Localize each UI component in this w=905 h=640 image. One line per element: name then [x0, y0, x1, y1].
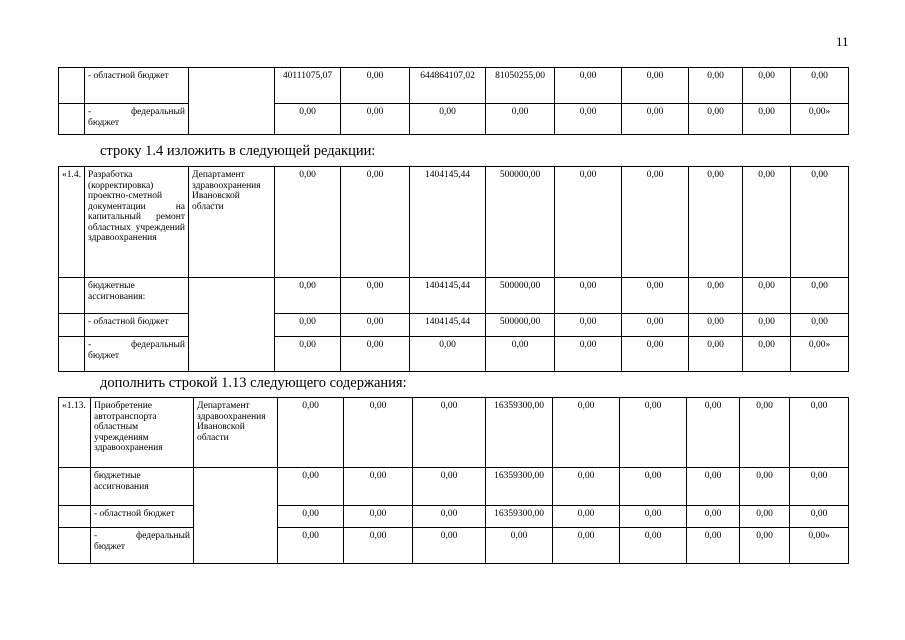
row-name-cell: - областной бюджет: [85, 68, 189, 104]
value-cell: 0,00: [278, 506, 344, 528]
value-cell: 0,00: [278, 398, 344, 468]
row-number-cell: [59, 314, 85, 337]
value-cell: 0,00: [410, 104, 486, 135]
section-heading: строку 1.4 изложить в следующей редакции:: [100, 143, 376, 159]
value-cell: 0,00: [341, 104, 410, 135]
row-number-cell: «1.13.: [59, 398, 91, 468]
department-cell: Департамент здравоохранения Ивановской области: [189, 167, 275, 278]
value-cell: 0,00: [620, 528, 687, 564]
row-number-cell: [59, 506, 91, 528]
value-cell: 0,00: [278, 528, 344, 564]
value-cell: 0,00: [687, 506, 740, 528]
value-cell: 0,00: [743, 278, 791, 314]
value-cell: 0,00: [555, 68, 622, 104]
value-cell: 0,00: [743, 68, 791, 104]
table-row: [59, 337, 849, 372]
value-cell: 0,00: [555, 167, 622, 278]
federal-text: федеральный: [131, 107, 185, 117]
value-cell: 0,00: [740, 468, 790, 506]
value-cell: 0,00: [687, 528, 740, 564]
value-cell: 0,00: [555, 337, 622, 372]
page-number: 11: [836, 34, 849, 49]
row-name-cell: - областной бюджет: [91, 506, 194, 528]
value-cell: 0,00»: [791, 104, 849, 135]
value-cell: 0,00: [740, 506, 790, 528]
dash-text: -: [88, 340, 92, 350]
value-cell: 0,00: [622, 104, 689, 135]
value-cell: 0,00: [743, 104, 791, 135]
table-row: [59, 528, 849, 564]
value-cell: 0,00: [553, 398, 620, 468]
value-cell: 0,00: [743, 337, 791, 372]
value-cell: 0,00: [341, 167, 410, 278]
value-cell: 0,00: [341, 314, 410, 337]
value-cell: 16359300,00: [486, 506, 553, 528]
value-cell: 0,00: [344, 468, 413, 506]
table-row: [59, 167, 849, 278]
dash-text: -: [88, 107, 92, 117]
value-cell: 16359300,00: [486, 468, 553, 506]
value-cell: 0,00: [341, 68, 410, 104]
table-row: [59, 468, 849, 506]
value-cell: 0,00: [791, 167, 849, 278]
row-number-cell: [59, 278, 85, 314]
value-cell: 1404145,44: [410, 278, 486, 314]
federal-text: федеральный: [136, 531, 190, 541]
value-cell: 0,00: [689, 167, 743, 278]
value-cell: 0,00: [275, 104, 341, 135]
value-cell: 0,00: [689, 68, 743, 104]
value-cell: 0,00: [622, 278, 689, 314]
value-cell: 0,00: [689, 104, 743, 135]
value-cell: 0,00: [275, 167, 341, 278]
value-cell: 0,00: [622, 314, 689, 337]
value-cell: 0,00: [278, 468, 344, 506]
value-cell: 0,00: [689, 314, 743, 337]
row-number-cell: [59, 68, 85, 104]
value-cell: 0,00: [790, 468, 849, 506]
value-cell: 0,00: [275, 337, 341, 372]
value-cell: 0,00: [486, 104, 555, 135]
value-cell: 0,00: [555, 314, 622, 337]
value-cell: 0,00: [555, 104, 622, 135]
value-cell: 0,00»: [790, 528, 849, 564]
section-heading: дополнить строкой 1.13 следующего содержания:: [100, 375, 407, 391]
table-row: [59, 278, 849, 314]
value-cell: 644864107,02: [410, 68, 486, 104]
dash-text: -: [94, 531, 98, 541]
value-cell: 0,00: [344, 506, 413, 528]
table-row: [59, 104, 849, 135]
department-cell: [189, 278, 275, 372]
value-cell: 0,00: [553, 468, 620, 506]
value-cell: 0,00: [622, 68, 689, 104]
table-row: [59, 68, 849, 104]
row-name-cell: [91, 528, 194, 564]
row-name-cell: Разработка (корректировка) проектно-сметной документации на капитальный ремонт областных учреждений здравоохранения: [85, 167, 189, 278]
row-name-cell: Приобретение автотранспорта областным учреждениям здравоохранения: [91, 398, 194, 468]
table-row: [59, 314, 849, 337]
value-cell: 0,00: [740, 528, 790, 564]
budget-table-row-1-4: [58, 166, 849, 372]
value-cell: 0,00: [743, 167, 791, 278]
department-cell: Департамент здравоохранения Ивановской области: [194, 398, 278, 468]
value-cell: 0,00: [341, 278, 410, 314]
value-cell: 0,00: [410, 337, 486, 372]
value-cell: 0,00: [689, 278, 743, 314]
row-name-cell: бюджетные ассигнования:: [85, 278, 189, 314]
row-name-cell: бюджетные ассигнования: [91, 468, 194, 506]
department-cell: [194, 468, 278, 564]
value-cell: 0,00: [740, 398, 790, 468]
value-cell: 0,00: [344, 528, 413, 564]
value-cell: 0,00: [486, 337, 555, 372]
value-cell: 0,00»: [791, 337, 849, 372]
value-cell: 0,00: [743, 314, 791, 337]
value-cell: 500000,00: [486, 278, 555, 314]
value-cell: 0,00: [687, 468, 740, 506]
budget-table-continuation: [58, 67, 849, 135]
row-name-cell: - областной бюджет: [85, 314, 189, 337]
row-number-cell: [59, 468, 91, 506]
row-number-cell: «1.4.: [59, 167, 85, 278]
value-cell: 500000,00: [486, 314, 555, 337]
value-cell: 0,00: [486, 528, 553, 564]
value-cell: 0,00: [275, 314, 341, 337]
budget-text: бюджет: [88, 350, 120, 361]
budget-text: бюджет: [88, 117, 120, 128]
value-cell: 0,00: [790, 506, 849, 528]
budget-table-row-1-13: [58, 397, 849, 564]
value-cell: 0,00: [622, 167, 689, 278]
value-cell: 0,00: [413, 506, 486, 528]
value-cell: 0,00: [791, 278, 849, 314]
row-number-cell: [59, 528, 91, 564]
value-cell: 0,00: [413, 528, 486, 564]
value-cell: 40111075,07: [275, 68, 341, 104]
value-cell: 0,00: [790, 398, 849, 468]
department-cell: [189, 68, 275, 135]
value-cell: 0,00: [687, 398, 740, 468]
value-cell: 0,00: [555, 278, 622, 314]
value-cell: 0,00: [341, 337, 410, 372]
federal-text: федеральный: [131, 340, 185, 350]
value-cell: 0,00: [275, 278, 341, 314]
value-cell: 0,00: [413, 398, 486, 468]
value-cell: 81050255,00: [486, 68, 555, 104]
value-cell: 0,00: [620, 398, 687, 468]
value-cell: 0,00: [622, 337, 689, 372]
table-row: [59, 506, 849, 528]
value-cell: 0,00: [413, 468, 486, 506]
value-cell: 0,00: [791, 314, 849, 337]
value-cell: 1404145,44: [410, 167, 486, 278]
value-cell: 500000,00: [486, 167, 555, 278]
row-name-cell: [85, 104, 189, 135]
row-name-cell: [85, 337, 189, 372]
value-cell: 0,00: [791, 68, 849, 104]
value-cell: 0,00: [553, 506, 620, 528]
value-cell: 0,00: [620, 468, 687, 506]
value-cell: 1404145,44: [410, 314, 486, 337]
value-cell: 0,00: [620, 506, 687, 528]
row-number-cell: [59, 337, 85, 372]
budget-text: бюджет: [94, 541, 126, 552]
value-cell: 0,00: [689, 337, 743, 372]
row-number-cell: [59, 104, 85, 135]
value-cell: 0,00: [344, 398, 413, 468]
table-row: [59, 398, 849, 468]
value-cell: 16359300,00: [486, 398, 553, 468]
value-cell: 0,00: [553, 528, 620, 564]
